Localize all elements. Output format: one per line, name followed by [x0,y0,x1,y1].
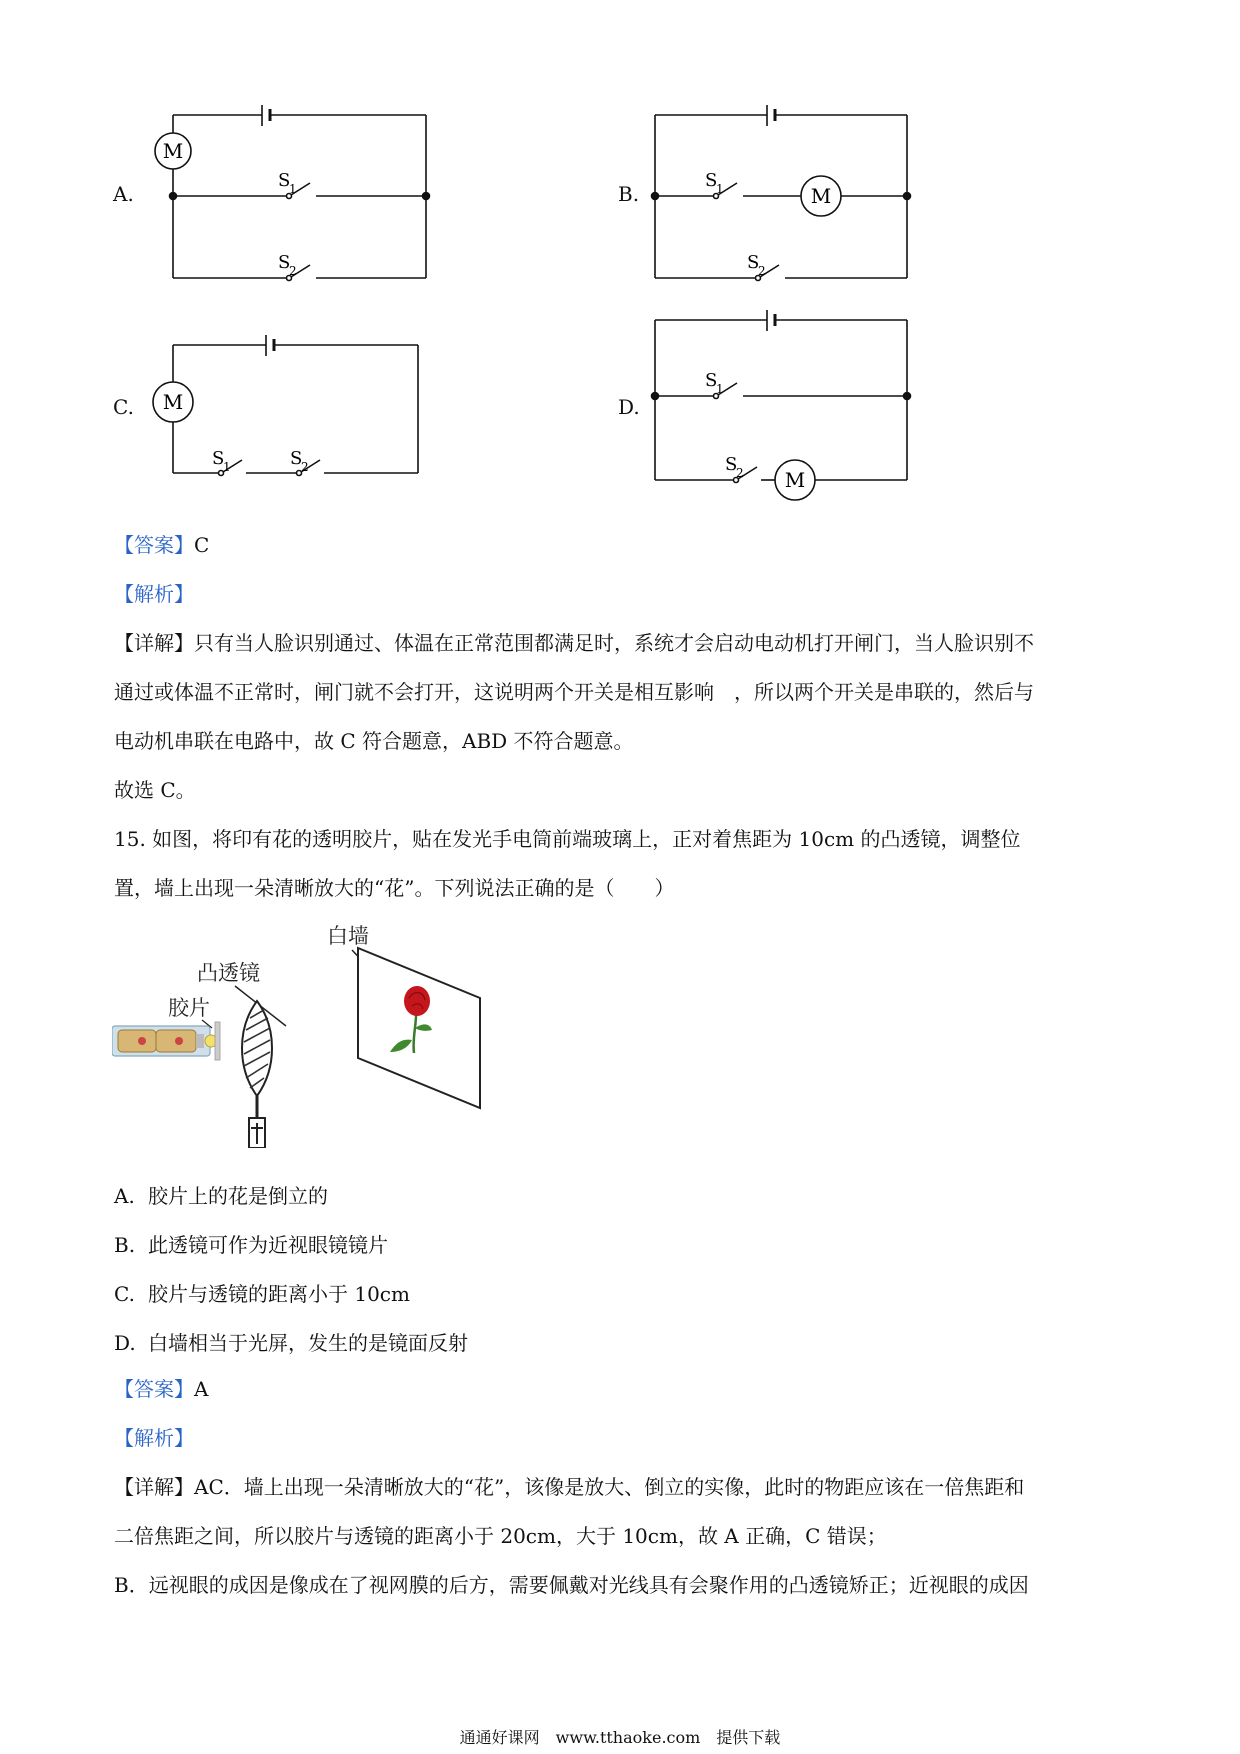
circuit-d-label: D. [618,395,640,419]
s2-subscript: 2 [736,466,744,480]
q15-option-d [114,1327,468,1356]
q15-option-b [114,1229,388,1258]
q15-stem-line-1: 15. 如图，将印有花的透明胶片，贴在发光手电筒前端玻璃上，正对着焦距为 10cm 的凸透镜，调整位 [114,827,1021,851]
q14-detail-line-1 [114,629,1034,657]
answer-tag: 【答案】 [114,1377,194,1401]
s2-subscript: 2 [289,264,297,278]
q15-detail-line-2: 二倍焦距之间，所以胶片与透镜的距离小于 20cm，大于 10cm，故 A 正确，C 错误； [114,1524,887,1548]
wall-label: 白墙 [327,924,369,948]
q15-detail-line-1 [114,1473,1024,1501]
s2-label: S [278,252,291,273]
s2-subscript: 2 [301,460,309,474]
q14-conclusion: 故选 C。 [114,778,196,802]
s2-label: S [747,252,760,273]
analysis-tag: 【解析】 [114,582,194,606]
q15-option-a [114,1180,328,1209]
circuit-a [148,100,438,289]
q14-answer [114,531,209,559]
s1-subscript: 1 [716,382,724,396]
motor-label: M [810,184,832,208]
detail-text: AC．墙上出现一朵清晰放大的“花”，该像是放大、倒立的实像，此时的物距应该在一倍焦距和 [194,1475,1025,1499]
motor-label: M [784,468,806,492]
q15-detail-line-3: B．远视眼的成因是像成在了视网膜的后方，需要佩戴对光线具有会聚作用的凸透镜矫正；近视眼的成因 [114,1573,1029,1597]
convex-lens-icon [242,1001,272,1148]
answer-tag: 【答案】 [114,533,194,557]
q15-stem-line-2: 置，墙上出现一朵清晰放大的“花”。下列说法正确的是（ ） [114,876,675,900]
s1-subscript: 1 [716,182,724,196]
circuit-c [148,330,428,484]
s1-subscript: 1 [223,460,231,474]
circuit-b [655,100,930,289]
s1-label: S [705,370,718,391]
s1-label: S [278,170,291,191]
analysis-tag: 【解析】 [114,1426,194,1450]
flashlight-icon [112,1022,220,1060]
s2-label: S [290,448,303,469]
circuit-b-label: B. [618,182,640,206]
q14-analysis [114,580,194,608]
circuit-a-label: A. [113,182,134,206]
detail-tag: 【详解】 [114,1475,194,1499]
motor-label: M [162,139,184,163]
detail-tag: 【详解】 [114,631,194,655]
circuit-d [655,305,930,509]
s1-label: S [705,170,718,191]
answer-value: A [194,1377,209,1401]
q15-option-c [114,1278,410,1307]
film-label: 胶片 [168,996,210,1020]
q15-analysis [114,1424,194,1452]
page-footer: 通通好课网 www.tthaoke.com 提供下载 [459,1728,781,1747]
q15-answer [114,1375,208,1403]
option-text: 白墙相当于光屏，发生的是镜面反射 [148,1331,468,1355]
option-text: 胶片与透镜的距离小于 10cm [148,1282,410,1306]
s2-subscript: 2 [758,264,766,278]
option-letter: B. [114,1233,136,1257]
option-letter: C. [114,1282,135,1306]
lens-label: 凸透镜 [197,961,260,985]
optics-figure [112,918,552,1148]
s2-label: S [725,454,738,475]
option-letter: D. [114,1331,136,1355]
circuit-c-label: C. [113,395,134,419]
option-text: 胶片上的花是倒立的 [148,1184,328,1208]
option-text: 此透镜可作为近视眼镜镜片 [148,1233,388,1257]
answer-value: C [194,533,210,557]
motor-label: M [162,390,184,414]
s1-subscript: 1 [289,182,297,196]
s1-label: S [212,448,225,469]
q14-detail-line-3: 电动机串联在电路中，故 C 符合题意，ABD 不符合题意。 [114,729,634,753]
option-letter: A. [114,1184,135,1208]
q14-detail-line-2: 通过或体温不正常时，闸门就不会打开，这说明两个开关是相互影响 ，所以两个开关是串联的，然后与 [114,680,1034,704]
detail-text: 只有当人脸识别通过、体温在正常范围都满足时，系统才会启动电动机打开闸门，当人脸识别不 [194,631,1034,655]
